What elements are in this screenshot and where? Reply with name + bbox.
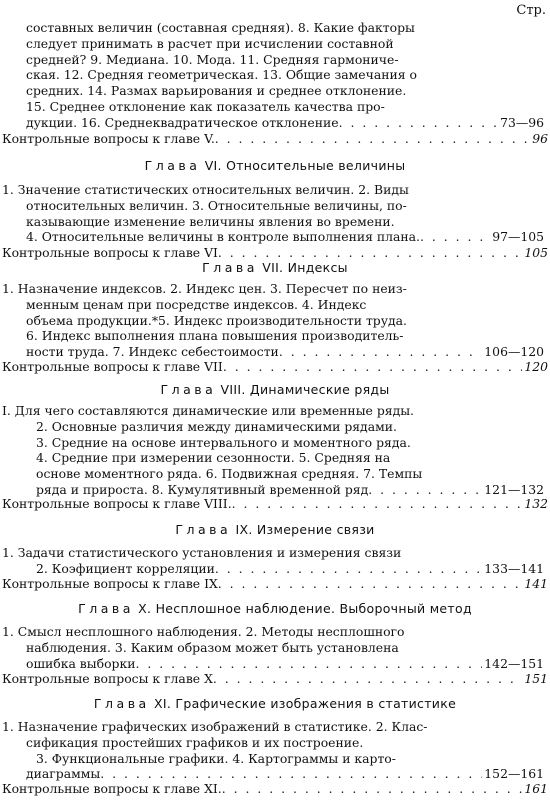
page-number: 161 (524, 781, 548, 796)
entry-line: менным ценам при посредстве индексов. 4. Индекс (26, 296, 367, 312)
toc-entry-chapter-11 (2, 719, 544, 782)
entry-line: 4. Средние при измерении сезонности. 5. Средняя на (36, 450, 391, 466)
entry-line: ская. 12. Средняя геометрическая. 13. Общие замечания о (26, 67, 417, 83)
page-number: 105 (524, 245, 548, 260)
entry-line: 1. Назначение графических изображений в статистике. 2. Клас- (2, 719, 428, 734)
entry-line: 1. Назначение индексов. 2. Индекс цен. 3. Пересчет по неиз- (2, 281, 407, 296)
control-questions-chapter-6: Контрольные вопросы к главе VI . . . 105 (2, 245, 548, 260)
control-questions-chapter-8: Контрольные вопросы к главе VIII. . . . 132 (2, 496, 548, 511)
page-range: 73—96 (500, 114, 544, 130)
toc-entry-chapter-6 (2, 182, 544, 245)
chapter-heading-9: Глава IX. Измерение связи (175, 522, 375, 537)
chapter-heading-6: Глава VI. Относительные величины (144, 158, 406, 173)
chapter-heading-8: Глава VIII. Динамические ряды (160, 382, 390, 397)
toc-entry-chapter-8 (2, 403, 544, 498)
entry-line: основе моментного ряда. 6. Подвижная средняя. 7. Темпы (36, 466, 423, 482)
entry-line: I. Для чего составляются динамические или временные ряды. (2, 403, 415, 418)
entry-line: 1. Смысл несплошного наблюдения. 2. Методы несплошного (2, 624, 405, 639)
page-range: 133—141 (484, 560, 544, 576)
page-number: 132 (524, 496, 548, 511)
entry-line: сификация простейших графиков и их построение. (26, 734, 364, 750)
toc-entry-chapter-10 (2, 624, 544, 671)
entry-line: дукции. 16. Среднеквадратическое отклонение . . . 73—96 (2, 115, 544, 131)
entry-line: ошибка выборки . . . 142—151 (2, 656, 544, 672)
entry-line: ности труда. 7. Индекс себестоимости . . . 106—120 (2, 344, 544, 360)
control-questions-chapter-11: Контрольные вопросы к главе XI. . . . 161 (2, 781, 548, 796)
chapter-heading-7: Глава VII. Индексы (202, 260, 348, 275)
entry-line: 2. Основные различия между динамическими рядами. (36, 418, 397, 434)
entry-line: относительных величин. 3. Относительные величины, по- (26, 197, 407, 213)
entry-line: средней? 9. Медиана. 10. Мода. 11. Средняя гармониче- (26, 51, 399, 67)
page-number: 96 (532, 131, 548, 146)
entry-line: ряда и прироста. 8. Кумулятивный временной ряд . . . 121—132 (2, 482, 544, 498)
page-column-header: Стр. (516, 3, 546, 18)
toc-entry-chapter-7 (2, 281, 544, 360)
entry-line: казывающие изменение величины явления во времени. (26, 213, 395, 229)
control-questions-chapter-9: Контрольные вопросы к главе IX . . . 141 (2, 576, 548, 591)
entry-line: 1. Задачи статистического установления и измерения связи (2, 545, 402, 560)
page-range: 142—151 (484, 655, 544, 671)
entry-line: средних. 14. Размах варьирования и среднее отклонение. (26, 83, 407, 99)
entry-line: 15. Среднее отклонение как показатель качества про- (26, 98, 385, 114)
entry-line: 1. Значение статистических относительных величин. 2. Виды (2, 182, 409, 197)
page-number: 141 (524, 576, 548, 591)
entry-line: следует принимать в расчет при исчислении составной (26, 35, 394, 51)
entry-line: наблюдения. 3. Каким образом может быть установлена (26, 639, 399, 655)
page-range: 152—161 (484, 766, 544, 782)
page-number: 120 (524, 359, 548, 374)
entry-line: диаграммы . . . 152—161 (2, 766, 544, 782)
entry-line: составных величин (составная средняя). 8. Какие факторы (26, 20, 415, 35)
entry-line: 3. Функциональные графики. 4. Картограммы и карто- (36, 750, 396, 766)
control-questions-chapter-5: Контрольные вопросы к главе V. . . . 96 (2, 131, 548, 146)
chapter-heading-10: Глава X. Несплошное наблюдение. Выборочный метод (78, 601, 472, 616)
entry-line: 3. Средние на основе интервального и моментного ряда. (36, 434, 411, 450)
toc-entry-chapter-9 (2, 545, 544, 577)
control-questions-chapter-7: Контрольные вопросы к главе VII . . . 120 (2, 359, 548, 374)
entry-line: 2. Коэфициент корреляции . . . 133—141 (2, 561, 544, 577)
chapter-heading-11: Глава XI. Графические изображения в статистике (93, 696, 457, 711)
entry-line: 6. Индекс выполнения плана повышения производитель- (26, 328, 404, 344)
toc-entry-chapter-5-continuation (2, 20, 544, 131)
page-range: 106—120 (484, 344, 544, 360)
page-number: 151 (524, 671, 548, 686)
entry-line: объема продукции.*5. Индекс производительности труда. (26, 312, 407, 328)
entry-line: 4. Относительные величины в контроле выполнения плана. . . . 97—105 (2, 229, 544, 245)
page-range: 121—132 (484, 481, 544, 497)
control-questions-chapter-10: Контрольные вопросы к главе X . . . 151 (2, 671, 548, 686)
page-range: 97—105 (492, 229, 544, 245)
